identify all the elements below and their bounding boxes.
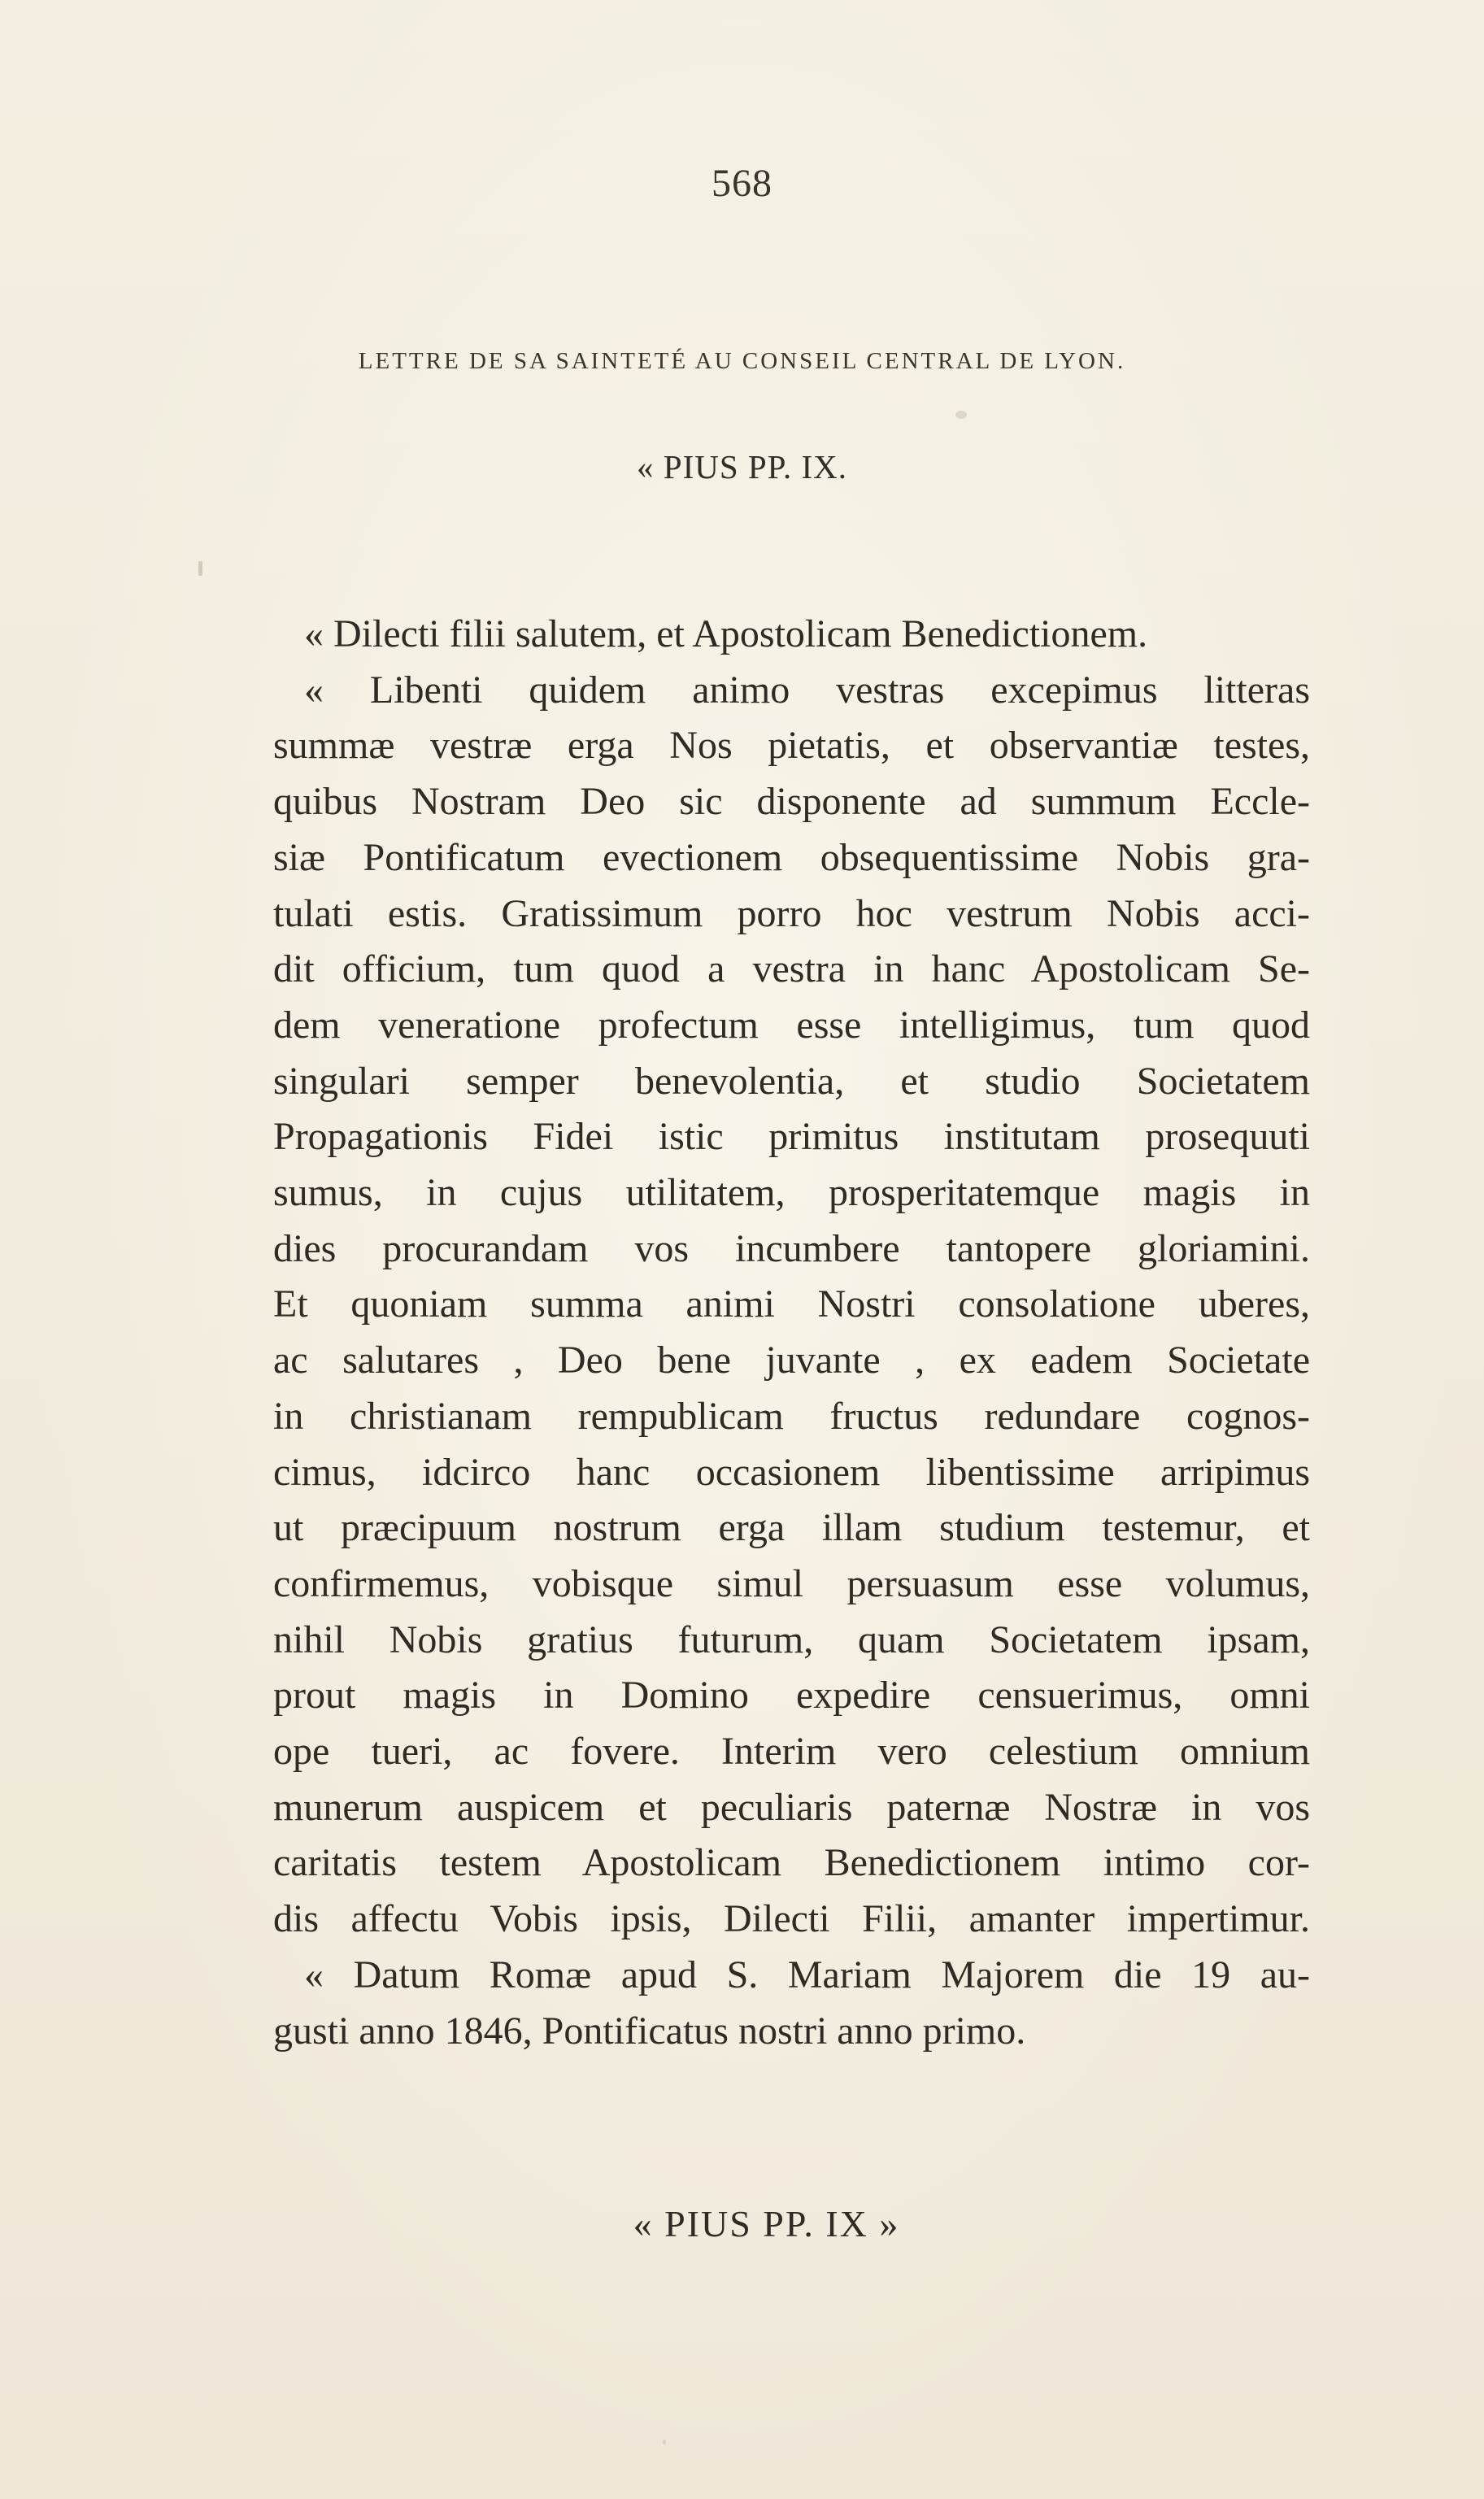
letter-heading: LETTRE DE SA SAINTETÉ AU CONSEIL CENTRAL DE LYON. bbox=[358, 348, 1126, 374]
text-line: « Libenti quidem animo vestras excepimus litteras bbox=[304, 668, 1310, 712]
text-line: munerum auspicem et peculiaris paternæ Nostræ in vos bbox=[273, 1785, 1310, 1829]
paragraph-main bbox=[273, 663, 1310, 1948]
text-line: sumus, in cujus utilitatem, prosperitatemque magis in bbox=[273, 1171, 1310, 1215]
text-line: ope tueri, ac fovere. Interim vero celestium omnium bbox=[273, 1730, 1310, 1774]
text-line: « Dilecti filii salutem, et Apostolicam Benedictionem. bbox=[304, 612, 1148, 655]
paragraph-dating bbox=[273, 1948, 1310, 2059]
paper-spot bbox=[955, 411, 967, 419]
paragraph-greeting bbox=[273, 607, 1310, 663]
text-line: nihil Nobis gratius futurum, quam Societatem ipsam, bbox=[273, 1617, 1310, 1661]
text-line: « Datum Romæ apud S. Mariam Majorem die 19 au- bbox=[304, 1953, 1310, 1996]
text-line: prout magis in Domino expedire censuerimus, omni bbox=[273, 1674, 1310, 1718]
letter-title: « PIUS PP. IX. bbox=[637, 448, 847, 485]
text-line: confirmemus, vobisque simul persuasum esse volumus, bbox=[273, 1561, 1310, 1605]
paper-spot bbox=[198, 561, 202, 576]
text-line: singulari semper benevolentia, et studio Societatem bbox=[273, 1059, 1310, 1103]
text-line: Propagationis Fidei istic primitus institutam prosequuti bbox=[273, 1115, 1310, 1159]
text-line: quibus Nostram Deo sic disponente ad summum Eccle- bbox=[273, 780, 1310, 824]
text-line: caritatis testem Apostolicam Benedictionem intimo cor- bbox=[273, 1841, 1310, 1885]
text-line: tulati estis. Gratissimum porro hoc vestrum Nobis acci- bbox=[273, 891, 1310, 935]
text-line: ut præcipuum nostrum erga illam studium testemur, et bbox=[273, 1506, 1310, 1550]
text-line: dies procurandam vos incumbere tantopere gloriamini. bbox=[273, 1226, 1310, 1270]
paper-spot bbox=[663, 2440, 666, 2445]
text-line: ac salutares , Deo bene juvante , ex eadem Societate bbox=[273, 1339, 1310, 1382]
text-line: dis affectu Vobis ipsis, Dilecti Filii, amanter impertimur. bbox=[273, 1897, 1310, 1941]
signature: « PIUS PP. IX » bbox=[633, 2203, 900, 2244]
text-line: gusti anno 1846, Pontificatus nostri anno primo. bbox=[273, 2009, 1026, 2053]
letter-body bbox=[273, 607, 1310, 2059]
text-line: in christianam rempublicam fructus redundare cognos- bbox=[273, 1394, 1310, 1438]
text-line: dem veneratione profectum esse intelligimus, tum quod bbox=[273, 1003, 1310, 1047]
text-line: Et quoniam summa animi Nostri consolatione uberes, bbox=[273, 1282, 1310, 1326]
text-line: siæ Pontificatum evectionem obsequentissime Nobis gra- bbox=[273, 835, 1310, 879]
text-line: summæ vestræ erga Nos pietatis, et observantiæ testes, bbox=[273, 724, 1310, 768]
text-line: cimus, idcirco hanc occasionem libentissime arripimus bbox=[273, 1450, 1310, 1494]
text-line: dit officium, tum quod a vestra in hanc Apostolicam Se- bbox=[273, 947, 1310, 991]
page-number: 568 bbox=[712, 162, 772, 205]
